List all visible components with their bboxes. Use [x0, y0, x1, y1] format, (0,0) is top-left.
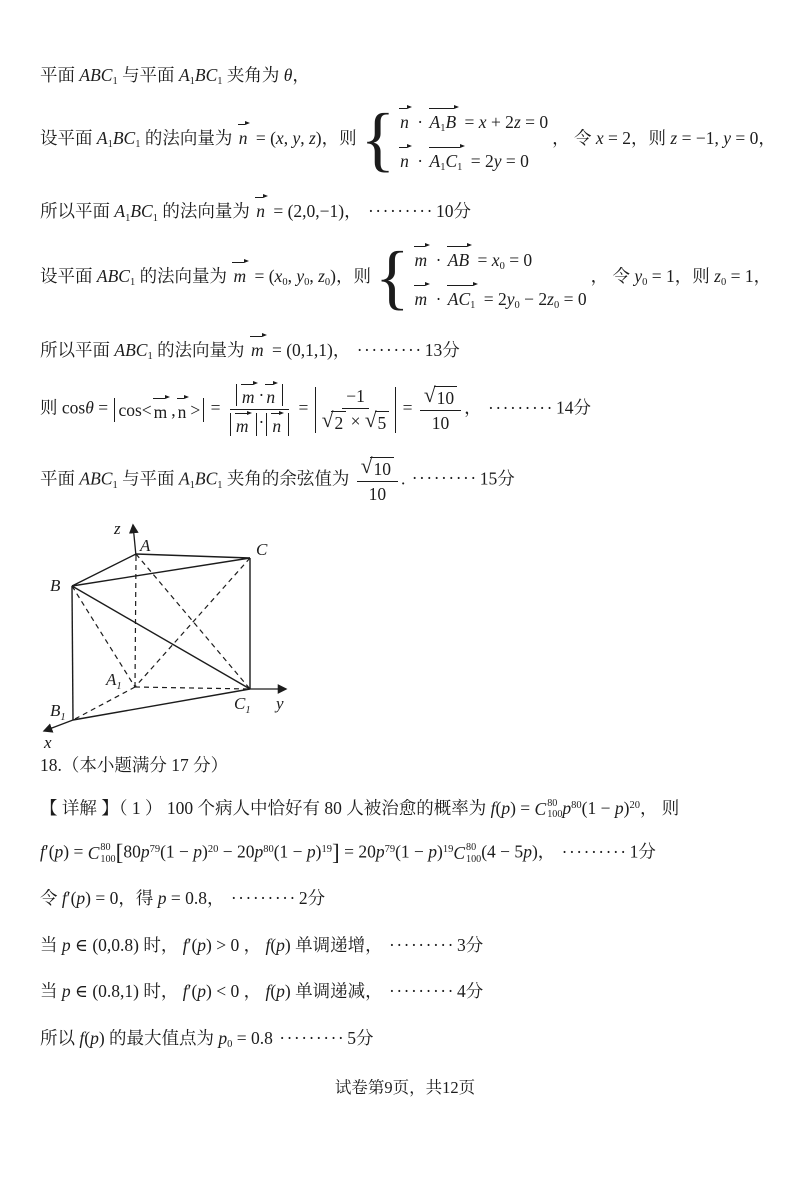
- prism-figure: [30, 510, 770, 754]
- vertex-label-b: B: [50, 575, 61, 595]
- axis-label-y: y: [276, 693, 284, 713]
- line-normal-m-setup: 设平面 ABC1 的法向量为 m = (x0, y0, z0)，则 { m · AB = x0 = 0 m · AC1 = 2y0 − 2z0 = 0 ， 令 y0 = 1，则 z0 = 1，: [40, 236, 772, 317]
- vertex-label-c: C: [256, 539, 268, 559]
- vertex-label-b1: [50, 701, 66, 723]
- axis-label-z: z: [114, 518, 121, 538]
- page-footer: 试卷第9页，共12页: [334, 1077, 476, 1097]
- line-solve-critical-point: 令 f′(p) = 0，得 p = 0.8， ········· 2分: [40, 887, 326, 908]
- vertex-label-a1: [105, 670, 122, 692]
- heading-problem-18: 18.（本小题满分 17 分）: [40, 754, 229, 775]
- line-plane-angle-theta: 平面 ABC1 与平面 A1BC1 夹角为 θ，: [40, 65, 310, 88]
- line-normal-n-setup: 设平面 A1BC1 的法向量为 n = (x, y, z)，则 { n · A1B = x + 2z = 0 n · A1C1 = 2y = 0 ， 令 x = 2，则 z = −1, y = 0，: [40, 98, 776, 179]
- vertex-label-c1-sub: 1: [245, 704, 251, 716]
- line-interval-increasing: 当 p ∈ (0,0.8) 时， f′(p) > 0 ， f(p) 单调递增， ········· 3分: [40, 934, 484, 955]
- line-normal-n-result: 所以平面 A1BC1 的法向量为 n = (2,0,−1)， ········· 10分: [40, 196, 770, 223]
- line-cos-theta-calc: 则 cosθ = cos< m , n > = m · n m · n = −1 √ 2 × √ 5 = √ 10 10 ， ········· 14分: [40, 383, 591, 437]
- vertex-label-a1-sub: 1: [116, 680, 122, 692]
- vertex-label-b1-base: B: [50, 700, 61, 720]
- prism-figure-svg: [30, 510, 330, 754]
- vertex-label-b1-sub: 1: [60, 711, 66, 723]
- line-derivative-expansion: f′(p) = C 80 100 $[80p^{79}(1 - p)^{20} - 20p^{80}(1 - p)^{19}] = 20p^{79}(1 - p)^{19}$ C 80 100 (4 − 5p)， ········· 1分: [40, 838, 656, 865]
- line-detail-intro: 【 详解 】（ 1 ） 100 个病人中恰好有 80 人被治愈的概率为 f(p) = C 80 100 $p^{80}(1 - p)^{20}$， 则: [40, 797, 680, 821]
- line-max-point-conclusion: 所以 f(p) 的最大值点为 p0 = 0.8 ········· 5分: [40, 1028, 374, 1051]
- z-axis: [133, 525, 136, 556]
- vertex-label-c1-base: C: [234, 693, 246, 713]
- x-axis: [44, 720, 73, 731]
- vertex-label-a1-base: A: [106, 669, 117, 689]
- line-interval-decreasing: 当 p ∈ (0.8,1) 时， f′(p) < 0 ， f(p) 单调递减， ········· 4分: [40, 981, 484, 1002]
- line-normal-m-result: 所以平面 ABC1 的法向量为 m = (0,1,1)， ········· 13分: [40, 335, 770, 362]
- line-final-cos-answer: 平面 ABC1 与平面 A1BC1 夹角的余弦值为 √ 10 10 . ········· 15分: [40, 453, 515, 504]
- vertex-label-a: A: [140, 535, 151, 555]
- vertex-label-c1: [234, 694, 251, 716]
- axis-label-x: x: [44, 732, 52, 752]
- solid-edges: [72, 554, 250, 720]
